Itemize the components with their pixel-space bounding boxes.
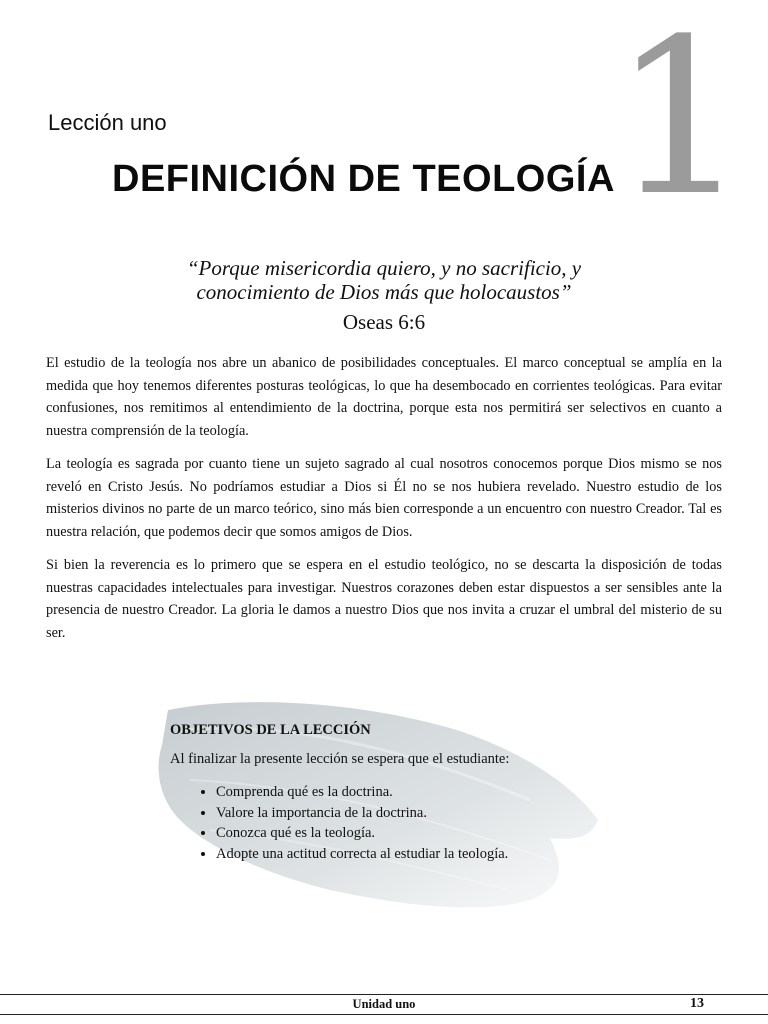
paragraph-1: El estudio de la teología nos abre un abanico de posibilidades conceptuales. El marco conceptual se amplía en la medida que hoy tenemos diferentes posturas teológicas, lo que ha desembocado en corrientes teológicas. Para evitar confusiones, nos remitimos al entendimiento de la doctrina, porque esta nos permitirá ser selectivos en cuanto a nuestra comprensión de la teología. [46, 355, 722, 439]
objectives-title: OBJETIVOS DE LA LECCIÓN [170, 722, 371, 738]
objective-item: • Comprenda qué es la doctrina. [216, 782, 590, 803]
epigraph-reference: Oseas 6:6 [342, 310, 426, 334]
footer-rule-bottom [0, 1014, 768, 1015]
lesson-label: Lección uno [48, 110, 167, 135]
objective-item: • Conozca qué es la teología. [216, 823, 590, 844]
objectives-intro: Al finalizar la presente lección se espera que el estudiante: [170, 751, 510, 767]
paragraph-3: Si bien la reverencia es lo primero que se espera en el estudio teológico, no se descarta la disposición de todas nuestras capacidades intelectuales para investigar. Nuestros corazones deben estar dispuestos a ser sensibles ante la presencia de nuestro Creador. La gloria le damos a nuestro Dios que nos invita a cruzar el umbral del misterio de su ser. [46, 557, 722, 641]
footer-page-number: 13 [690, 996, 704, 1011]
footer-rule-top [0, 994, 768, 995]
objectives-list [170, 782, 590, 864]
epigraph [0, 256, 768, 335]
objective-item: • Valore la importancia de la doctrina. [216, 803, 590, 824]
epigraph-quote-line-2: conocimiento de Dios más que holocaustos” [196, 280, 572, 304]
paragraph-2: La teología es sagrada por cuanto tiene un sujeto sagrado al cual nosotros conocemos porque Dios mismo se nos reveló en Cristo Jesús. No podríamos estudiar a Dios si Él no se nos hubiera revelado. Nuestro estudio de los misterios divinos no parte de un marco teórico, sino más bien corresponde a un encuentro con nuestro Creador. Tal es nuestra relación, que podemos decir que somos amigos de Dios. [46, 456, 722, 540]
lesson-title: DEFINICIÓN DE TEOLOGÍA [112, 158, 615, 200]
footer-unit-label: Unidad uno [352, 997, 416, 1011]
lesson-number: 1 [612, 0, 749, 243]
epigraph-quote-line-1: “Porque misericordia quiero, y no sacrificio, y [186, 256, 582, 280]
objective-item: • Adopte una actitud correcta al estudiar la teología. [216, 844, 590, 865]
objectives-section [170, 722, 590, 864]
body-text [46, 352, 722, 655]
